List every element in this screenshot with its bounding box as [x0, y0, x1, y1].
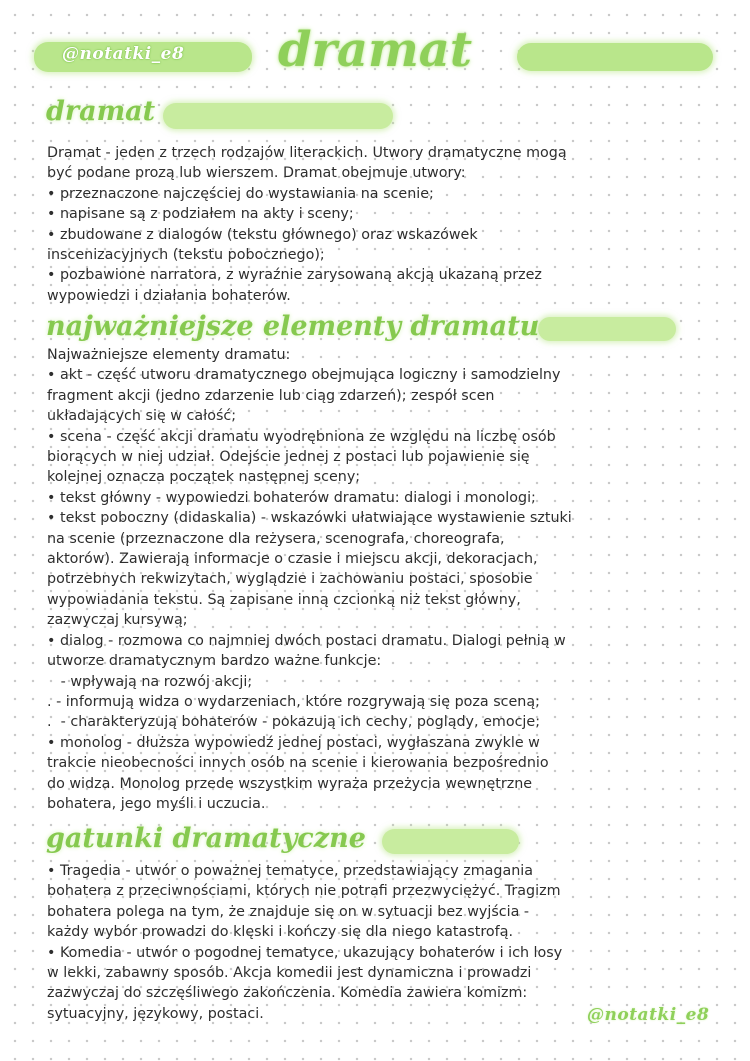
text-line: • napisane są z podziałem na akty i sceny;: [47, 206, 354, 223]
text-line: zazwyczaj do szczęśliwego zakończenia. Komedia zawiera komizm:: [47, 985, 528, 1002]
text-line: • scena - część akcji dramatu wyodrębniona ze względu na liczbę osób: [47, 428, 556, 445]
text-line: • Tragedia - utwór o poważnej tematyce, przedstawiający zmagania: [47, 863, 534, 879]
section-heading-genres: gatunki dramatyczne: [46, 823, 366, 854]
text-line: każdy wybór prowadzi do klęski i kończy się dla niego katastrofą.: [47, 924, 514, 941]
text-line: na scenie (przeznaczone dla reżysera, scenografa, choreografa,: [47, 530, 505, 547]
heading-pill-dramat: [163, 103, 393, 129]
section-heading-elements: najważniejsze elementy dramatu: [46, 311, 540, 342]
text-line: w lekki, zabawny sposób. Akcja komedii jest dynamiczna i prowadzi: [47, 965, 532, 982]
text-line: - wpływają na rozwój akcji;: [47, 673, 253, 690]
text-line: • monolog - dłuższa wypowiedź jednej postaci, wygłaszana zwykle w: [47, 734, 540, 751]
text-line: potrzebnych rekwizytach, wyglądzie i zachowaniu postaci, sposobie: [47, 571, 533, 588]
text-line: • tekst główny - wypowiedzi bohaterów dramatu: dialogi i monologi;: [47, 489, 536, 506]
text-line: • tekst poboczny (didaskalia) - wskazówki ułatwiające wystawienie sztuki: [47, 510, 572, 527]
text-line: trakcie nieobecności innych osób na scenie i kierowania bezpośrednio: [47, 755, 549, 772]
header-watermark: @notatki_e8: [62, 44, 185, 64]
heading-pill-genres: [382, 829, 519, 854]
heading-pill-elements: [538, 317, 676, 341]
text-line: • przeznaczone najczęściej do wystawiania na scenie;: [47, 185, 434, 202]
section-body-dramat: [47, 143, 677, 306]
text-line: • zbudowane z dialogów (tekstu głównego) oraz wskazówek: [47, 226, 478, 243]
text-line: kolejnej oznacza początek następnej sceny;: [47, 469, 361, 486]
text-line: inscenizacyjnych (tekstu pobocznego);: [47, 247, 325, 264]
text-line: układających się w całość;: [47, 408, 237, 425]
text-line: • dialog - rozmowa co najmniej dwóch postaci dramatu. Dialogi pełnią w: [47, 632, 566, 649]
text-line: do widza. Monolog przede wszystkim wyraża przeżycia wewnętrzne: [47, 775, 533, 792]
text-line: • Komedia - utwór o pogodnej tematyce, ukazujący bohaterów i ich losy: [47, 944, 563, 961]
text-line: aktorów). Zawierają informacje o czasie i miejscu akcji, dekoracjach,: [47, 551, 538, 568]
text-line: • akt - część utworu dramatycznego obejmująca logiczny i samodzielny: [47, 367, 561, 384]
text-line: wypowiedzi i działania bohaterów.: [47, 287, 291, 304]
text-line: wypowiadania tekstu. Są zapisane inną czcionką niż tekst główny,: [47, 591, 521, 608]
text-line: sytuacyjny, językowy, postaci.: [47, 1005, 264, 1022]
text-line: biorących w niej udział. Odejście jednej z postaci lub pojawienie się: [47, 449, 530, 466]
section-body-elements: [47, 345, 677, 814]
text-line: bohatera, jego myśli i uczucia.: [47, 795, 266, 812]
text-line: . - charakteryzują bohaterów - pokazują ich cechy, poglądy, emocje;: [47, 714, 541, 731]
footer-watermark: @notatki_e8: [587, 1005, 710, 1025]
text-line: fragment akcji (jedno zdarzenie lub ciąg zdarzeń); zespół scen: [47, 387, 495, 404]
text-line: bohatera z przeciwnościami, których nie potrafi przezwyciężyć. Tragizm: [47, 883, 561, 900]
text-line: utworze dramatycznym bardzo ważne funkcje:: [47, 653, 382, 670]
page-title: dramat: [277, 22, 472, 78]
text-line: bohatera polega na tym, że znajduje się on w sytuacji bez wyjścia -: [47, 903, 530, 920]
section-heading-dramat: dramat: [46, 96, 156, 127]
text-line: Najważniejsze elementy dramatu:: [47, 347, 291, 363]
text-line: być podane prozą lub wierszem. Dramat obejmuje utwory:: [47, 165, 466, 182]
text-line: . - informują widza o wydarzeniach, które rozgrywają się poza sceną;: [47, 693, 540, 710]
text-line: • pozbawione narratora, z wyraźnie zarysowaną akcją ukazaną przez: [47, 267, 542, 284]
text-line: zazwyczaj kursywą;: [47, 612, 188, 629]
section-body-genres: [47, 861, 677, 1024]
text-line: Dramat - jeden z trzech rodzajów literackich. Utwory dramatyczne mogą: [47, 145, 567, 161]
